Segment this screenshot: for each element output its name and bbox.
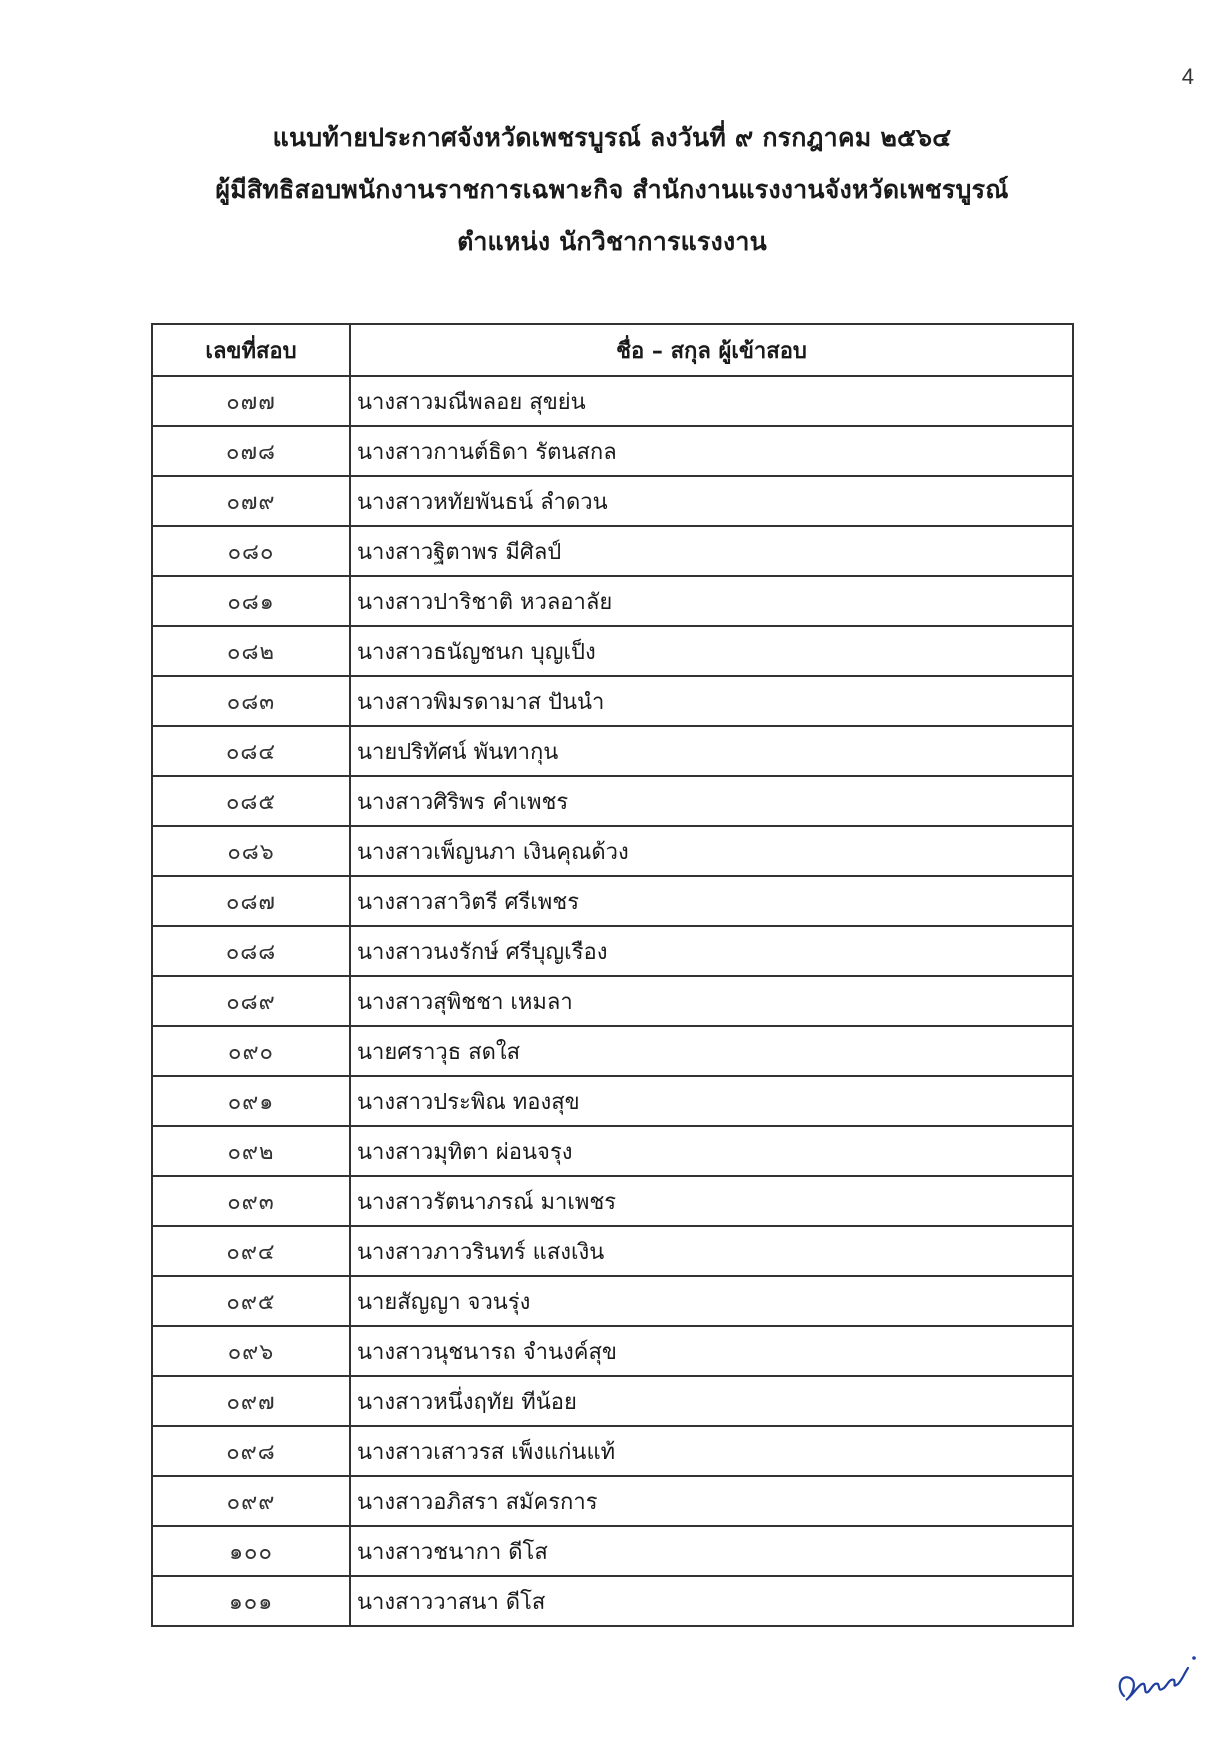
table-row <box>152 1576 1073 1626</box>
table-row <box>152 1476 1073 1526</box>
candidate-name: นางสาวรัตนาภรณ์ มาเพชร <box>350 1176 1073 1226</box>
page-number: 4 <box>1181 64 1194 89</box>
header-title: แนบท้ายประกาศจังหวัดเพชรบูรณ์ ลงวันที่ ๙ กรกฎาคม ๒๕๖๔ <box>272 123 952 152</box>
exam-number: ๐๘๒ <box>152 626 350 676</box>
exam-number: ๐๙๒ <box>152 1126 350 1176</box>
exam-number: ๑๐๑ <box>152 1576 350 1626</box>
exam-number: ๐๙๐ <box>152 1026 350 1076</box>
candidate-name: นางสาวภาวรินทร์ แสงเงิน <box>350 1226 1073 1276</box>
table-row <box>152 926 1073 976</box>
candidate-name: นางสาวปาริชาติ หวลอาลัย <box>350 576 1073 626</box>
exam-number: ๐๗๗ <box>152 376 350 426</box>
table-row <box>152 1176 1073 1226</box>
table-row <box>152 1326 1073 1376</box>
exam-number: ๐๘๖ <box>152 826 350 876</box>
exam-number: ๐๘๐ <box>152 526 350 576</box>
table-row <box>152 526 1073 576</box>
exam-number: ๐๙๑ <box>152 1076 350 1126</box>
candidate-name: นางสาวนุชนารถ จำนงค์สุข <box>350 1326 1073 1376</box>
exam-number: ๑๐๐ <box>152 1526 350 1576</box>
exam-number: ๐๙๘ <box>152 1426 350 1476</box>
table-row <box>152 1276 1073 1326</box>
candidate-name: นางสาวนงรักษ์ ศรีบุญเรือง <box>350 926 1073 976</box>
candidate-name: นายปริทัศน์ พันทากุน <box>350 726 1073 776</box>
table-row <box>152 476 1073 526</box>
candidate-name: นางสาวมณีพลอย สุขย่น <box>350 376 1073 426</box>
candidate-name: นางสาวชนากา ดีโส <box>350 1526 1073 1576</box>
candidate-name: นางสาวประพิณ ทองสุข <box>350 1076 1073 1126</box>
exam-number: ๐๙๕ <box>152 1276 350 1326</box>
candidate-name: นางสาวมุทิตา ผ่อนจรุง <box>350 1126 1073 1176</box>
exam-number: ๐๘๗ <box>152 876 350 926</box>
header-position: ตำแหน่ง นักวิชาการแรงงาน <box>457 227 767 256</box>
exam-number: ๐๙๔ <box>152 1226 350 1276</box>
table-header-row <box>152 324 1073 376</box>
candidate-name: นายศราวุธ สดใส <box>350 1026 1073 1076</box>
table-row <box>152 976 1073 1026</box>
table-body <box>152 376 1073 1626</box>
table-row <box>152 1226 1073 1276</box>
exam-number-header: เลขที่สอบ <box>152 324 350 376</box>
table-row <box>152 1026 1073 1076</box>
exam-number: ๐๘๘ <box>152 926 350 976</box>
candidate-name-header: ชื่อ – สกุล ผู้เข้าสอบ <box>350 324 1073 376</box>
exam-number: ๐๘๓ <box>152 676 350 726</box>
table-row <box>152 576 1073 626</box>
exam-number: ๐๗๘ <box>152 426 350 476</box>
table-row <box>152 1126 1073 1176</box>
candidate-name: นางสาวหนึ่งฤทัย ทีน้อย <box>350 1376 1073 1426</box>
candidate-name: นางสาวสุพิชชา เหมลา <box>350 976 1073 1026</box>
table-row <box>152 426 1073 476</box>
table-row <box>152 1076 1073 1126</box>
candidate-name: นางสาวธนัญชนก บุญเป็ง <box>350 626 1073 676</box>
candidate-name: นางสาวอภิสรา สมัครการ <box>350 1476 1073 1526</box>
exam-number: ๐๘๑ <box>152 576 350 626</box>
exam-number: ๐๗๙ <box>152 476 350 526</box>
signature <box>1110 1638 1200 1708</box>
table-row <box>152 776 1073 826</box>
exam-number: ๐๘๕ <box>152 776 350 826</box>
exam-number: ๐๙๖ <box>152 1326 350 1376</box>
table-row <box>152 1526 1073 1576</box>
candidate-table <box>151 323 1074 1627</box>
header-subtitle: ผู้มีสิทธิสอบพนักงานราชการเฉพาะกิจ สำนักงานแรงงานจังหวัดเพชรบูรณ์ <box>215 175 1009 204</box>
exam-number: ๐๙๙ <box>152 1476 350 1526</box>
table-row <box>152 376 1073 426</box>
table-row <box>152 1426 1073 1476</box>
table-row <box>152 676 1073 726</box>
exam-number: ๐๙๓ <box>152 1176 350 1226</box>
table-row <box>152 726 1073 776</box>
candidate-name: นางสาวพิมรดามาส ปันนำ <box>350 676 1073 726</box>
candidate-name: นางสาวเสาวรส เพ็งแก่นแท้ <box>350 1426 1073 1476</box>
candidate-name: นางสาววาสนา ดีโส <box>350 1576 1073 1626</box>
table-row <box>152 876 1073 926</box>
table-row <box>152 826 1073 876</box>
candidate-name: นางสาวศิริพร คำเพชร <box>350 776 1073 826</box>
candidate-name: นางสาวกานต์ธิดา รัตนสกล <box>350 426 1073 476</box>
exam-number: ๐๘๙ <box>152 976 350 1026</box>
exam-number: ๐๙๗ <box>152 1376 350 1426</box>
candidate-name: นางสาวฐิตาพร มีศิลป์ <box>350 526 1073 576</box>
candidate-name: นายสัญญา จวนรุ่ง <box>350 1276 1073 1326</box>
candidate-name: นางสาวหทัยพันธน์ ลำดวน <box>350 476 1073 526</box>
document-header <box>0 112 1224 268</box>
table-row <box>152 626 1073 676</box>
candidate-name: นางสาวสาวิตรี ศรีเพชร <box>350 876 1073 926</box>
table-row <box>152 1376 1073 1426</box>
exam-number: ๐๘๔ <box>152 726 350 776</box>
candidate-name: นางสาวเพ็ญนภา เงินคุณด้วง <box>350 826 1073 876</box>
